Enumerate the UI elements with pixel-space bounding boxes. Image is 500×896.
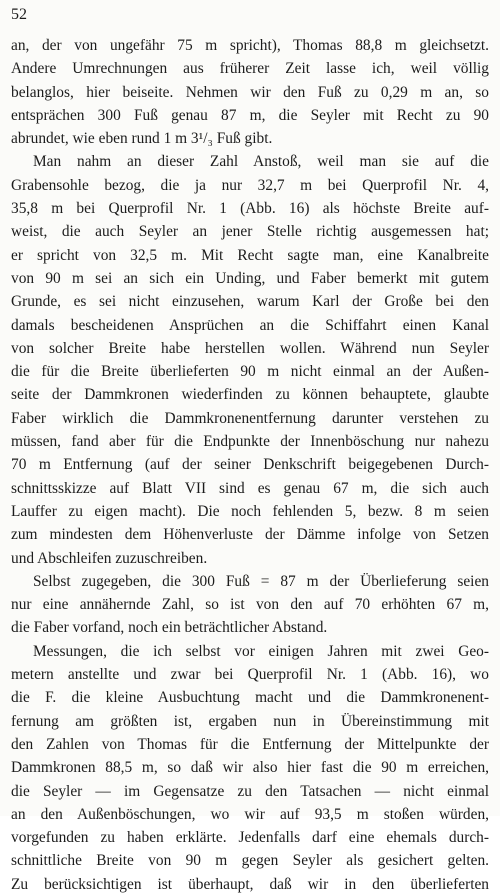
text-line: Grabensohle bezog, die ja nur 32,7 m bei Querprofil Nr. 4, xyxy=(11,176,489,194)
text-line: entsprächen 300 Fuß genau 87 m, die Seyler mit Recht zu 90 xyxy=(11,106,489,124)
text-line: 70 m Entfernung (auf der seiner Denkschrift beigegebenen Durch- xyxy=(11,456,489,474)
paragraph xyxy=(11,640,489,896)
text-line: müssen, fand aber für die Endpunkte der Innenböschung nur nahezu xyxy=(11,433,489,451)
text-line: die F. die kleine Ausbuchtung macht und die Dammkronenent- xyxy=(11,689,489,707)
text-line: Man nahm an dieser Zahl Anstoß, weil man sie auf die xyxy=(33,153,489,171)
text-line: die Faber vorfand, noch ein beträchtlicher Abstand. xyxy=(11,619,328,637)
text-line: Faber wirklich die Dammkronenentfernung darunter verstehen zu xyxy=(11,409,489,427)
text-line: und Abschleifen zuzuschreiben. xyxy=(11,549,208,567)
text-line: schnittsskizze auf Blatt VII sind es genau 67 m, die sich auch xyxy=(11,479,489,497)
text-line: nur eine annähernde Zahl, so ist von den auf 70 erhöhten 67 m, xyxy=(11,596,489,614)
text-line: Messungen, die ich selbst vor einigen Jahren mit zwei Geo- xyxy=(33,642,489,660)
text-line: Zu berücksichtigen ist überhaupt, daß wir in den überlieferten xyxy=(11,875,489,893)
text-line: an, der von ungefähr 75 m spricht), Thomas 88,8 m gleichsetzt. xyxy=(11,37,489,54)
text-line: an den Außenböschungen, wo wir auf 93,5 m stoßen würden, xyxy=(11,805,489,823)
text-line: vorgefunden zu haben erklärte. Jedenfalls darf eine ehemals durch- xyxy=(11,829,489,847)
text-line: er spricht von 32,5 m. Mit Recht sagte man, eine Kanalbreite xyxy=(11,246,489,264)
text-line: Lauffer zu eigen macht). Die noch fehlenden 5, bezw. 8 m seien xyxy=(11,502,489,520)
text-line: belanglos, hier beiseite. Nehmen wir den Fuß zu 0,29 m an, so xyxy=(11,83,489,101)
text-line: zum mindesten dem Höhenverluste der Dämme infolge von Setzen xyxy=(11,526,489,544)
text-line: 35,8 m bei Querprofil Nr. 1 (Abb. 16) als höchste Breite auf- xyxy=(11,200,489,218)
text-line: von solcher Breite habe herstellen wollen. Während nun Seyler xyxy=(11,339,489,357)
body-text xyxy=(11,34,489,896)
text-line: weist, die auch Seyler an jener Stelle richtig ausgemessen hat; xyxy=(11,223,489,241)
text-line: Grunde, es sei nicht einzusehen, warum Karl der Große bei den xyxy=(11,293,489,311)
paragraph xyxy=(11,34,489,150)
text-line: die Seyler — im Gegensatze zu den Tatsachen — nicht einmal xyxy=(11,782,489,800)
text-line: Selbst zugegeben, die 300 Fuß = 87 m der Überlieferung seien xyxy=(33,572,489,590)
text-line: Dammkronen 88,5 m, so daß wir also hier fast die 90 m erreichen, xyxy=(11,759,489,777)
paragraph xyxy=(11,570,489,640)
text-line: metern anstellte und zwar bei Querprofil Nr. 1 (Abb. 16), wo xyxy=(11,666,489,684)
text-line: seite der Dammkronen wiederfinden zu können behauptete, glaubte xyxy=(11,386,489,404)
text-line: abrundet, wie eben rund 1 m 3¹/₃ Fuß gibt. xyxy=(11,130,273,148)
text-line: den Zahlen von Thomas für die Entfernung der Mittelpunkte der xyxy=(11,735,489,753)
text-line: Andere Umrechnungen aus früherer Zeit lasse ich, weil völlig xyxy=(11,60,489,78)
text-line: von 90 m sei an sich ein Unding, und Faber bemerkt mit gutem xyxy=(11,269,489,287)
text-line: die für die Breite überlieferten 90 m nicht einmal an der Außen- xyxy=(11,363,489,381)
text-line: damals bescheidenen Ansprüchen an die Schiffahrt einen Kanal xyxy=(11,316,489,334)
text-line: fernung am größten ist, ergaben nun in Übereinstimmung mit xyxy=(11,712,489,730)
page-number: 52 xyxy=(11,6,27,23)
text-line: schnittliche Breite von 90 m gegen Seyler als gesichert gelten. xyxy=(11,852,489,870)
paragraph xyxy=(11,150,489,569)
